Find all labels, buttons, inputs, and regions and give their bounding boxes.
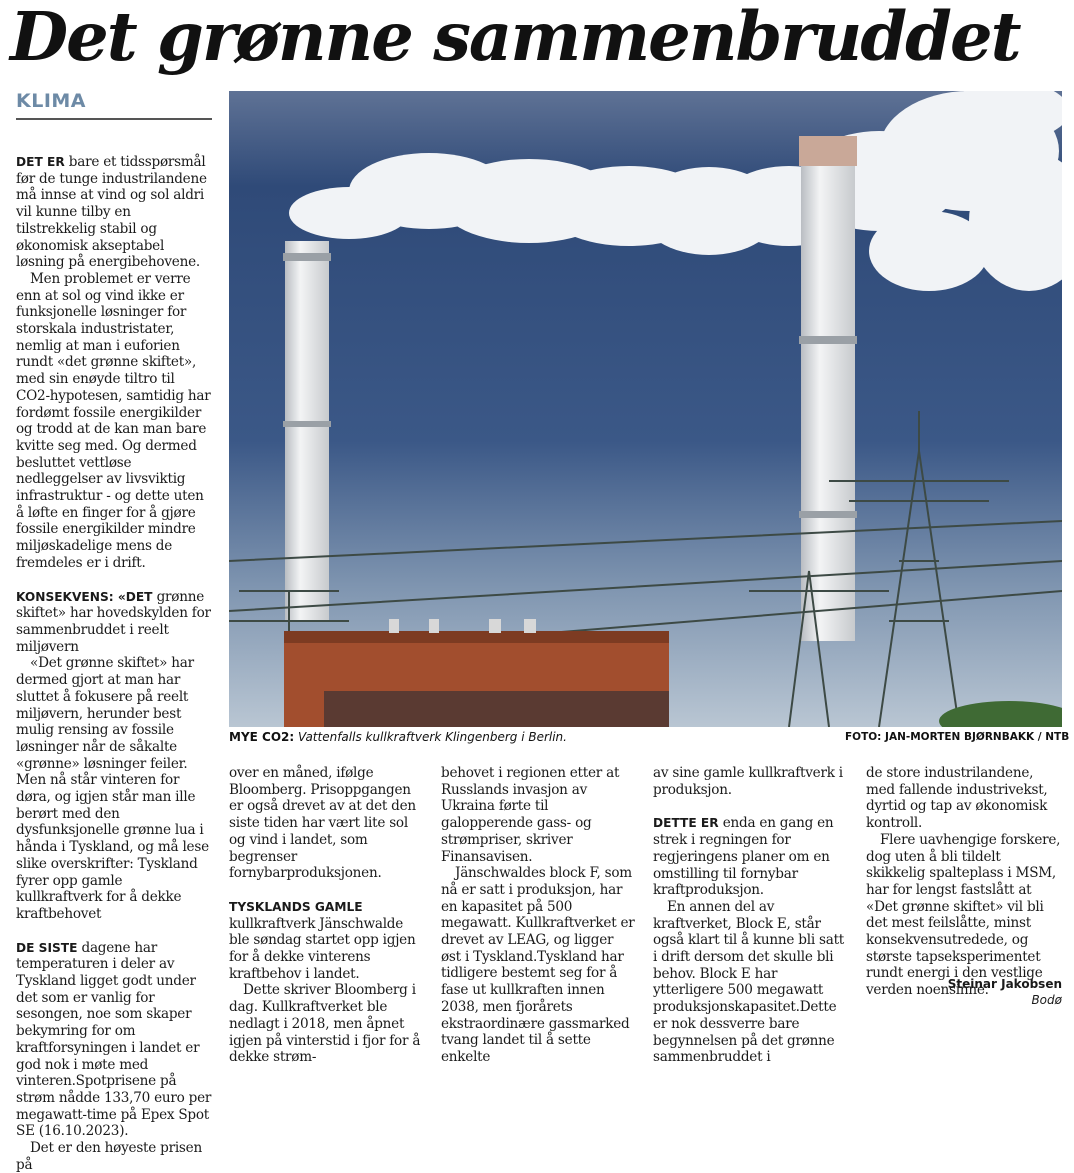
article-column-5 bbox=[866, 765, 1062, 999]
caption-text: Vattenfalls kullkraftverk Klingenberg i Berlin. bbox=[298, 730, 567, 744]
paragraph bbox=[653, 815, 849, 899]
left-chimney bbox=[285, 241, 329, 621]
paragraph: Men problemet er verre enn at sol og vind ikke er funksjonelle løsninger for storskala industristater, nemlig at man i euforien rundt «det grønne skiftet», med sin enøyde tiltro til CO2-hypotesen, samtidig har fordømt fossile energikilder og trodd at de kan man bare kvitte seg med. Og dermed besluttet vettløse nedleggelser av livsviktig infrastruktur - og dette uten å løfte en finger for å gjøre fossile energikilder mindre miljøskadelige mens de fremdeles er i drift. bbox=[16, 270, 211, 571]
paragraph: Dette skriver Bloomberg i dag. Kullkraftverket ble nedlagt i 2018, men åpnet igjen på vinterstid i fjor for å dekke strøm- bbox=[229, 982, 421, 1066]
paragraph bbox=[16, 154, 212, 271]
right-chimney bbox=[801, 151, 855, 641]
paragraph: av sine gamle kullkraftverk i produksjon. bbox=[653, 765, 843, 798]
section-kicker: KLIMA bbox=[16, 90, 87, 112]
author-name: Steinar Jakobsen bbox=[947, 977, 1062, 991]
author-location: Bodø bbox=[1031, 993, 1062, 1007]
kicker-rule bbox=[16, 118, 212, 120]
paragraph: over en måned, ifølge Bloomberg. Prisoppgangen er også drevet av at det den siste tiden har vært lite sol og vind i landet, som begrenser fornybarproduksjonen. bbox=[229, 765, 416, 882]
lead-in: DETTE ER bbox=[653, 816, 719, 831]
paragraph-text: grønne skiftet» har hovedskylden for sammenbruddet i reelt miljøvern bbox=[16, 588, 211, 655]
photo-credit: FOTO: JAN-MORTEN BJØRNBAKK / NTB bbox=[845, 731, 1070, 743]
paragraph bbox=[229, 899, 425, 983]
paragraph: behovet i regionen etter at Russlands invasjon av Ukraina førte til galopperende gass- og strømpriser, skriver Finansavisen. bbox=[441, 765, 620, 865]
lead-in: TYSKLANDS GAMLE bbox=[229, 899, 363, 914]
article-column-3 bbox=[441, 765, 637, 1066]
paragraph: «Det grønne skiftet» har dermed gjort at man har sluttet å fokusere på reelt miljøvern, herunder best mulig rensing av fossile løsninger når de såkalte «grønne» løsninger feiler. Men nå står vinteren for døra, og igjen står man ille berørt med den dysfunksjonelle grønne lua i hånda i Tyskland, og må lese slike overskrifter: Tyskland fyrer opp gamle kullkraftverk for å dekke kraftbehovet bbox=[16, 655, 209, 922]
caption-lead: MYE CO2: bbox=[229, 730, 295, 744]
power-plant-photo bbox=[229, 91, 1062, 727]
paragraph bbox=[16, 940, 212, 1140]
paragraph-text: dagene har temperaturen i deler av Tyskland ligget godt under det som er vanlig for sesongen, noe som skaper bekymring for om kraftforsyningen i landet er god nok i møte med vinteren.Spotprisene på strøm nådde 133,70 euro per megawatt-time på Epex Spot SE (16.10.2023). bbox=[16, 939, 212, 1140]
paragraph-text: enda en gang en strek i regningen for regjeringens planer om en omstilling til fornybar kraftproduksjon. bbox=[653, 815, 834, 899]
lead-in: DE SISTE bbox=[16, 940, 78, 955]
paragraph: En annen del av kraftverket, Block E, står også klart til å kunne bli satt i drift dersom det skulle bli behov. Block E har ytterligere 500 megawatt produksjonskapasitet.Dette er nok dessverre bare begynnelsen på det grønne sammenbruddet i bbox=[653, 898, 845, 1066]
paragraph: Flere uavhengige forskere, dog uten å bli tildelt skikkelig spalteplass i MSM, har for lengst fastslått at «Det grønne skiftet» vil bli det mest feilslåtte, minst konsekvensutredede, og største tapseksperimentet rundt energi i den vestlige verden noensinne. bbox=[866, 831, 1061, 999]
headline: Det grønne sammenbruddet bbox=[10, 0, 1020, 76]
paragraph: Det er den høyeste prisen på bbox=[16, 1140, 202, 1173]
lead-in: KONSEKVENS: «DET bbox=[16, 589, 153, 604]
photo-caption bbox=[229, 730, 844, 744]
paragraph-text: bare et tidsspørsmål før de tunge industrilandene må innse at vind og sol aldri vil kunne tilby en tilstrekkelig stabil og økonomisk akseptabel løsning på energibehovene. bbox=[16, 154, 207, 271]
paragraph: Jänschwaldes block F, som nå er satt i produksjon, har en kapasitet på 500 megawatt. Kullkraftverket er drevet av LEAG, og ligger øst i Tyskland.Tyskland har tidligere bestemt seg for å fase ut kullkraften innen 2038, men fjorårets ekstraordinære gassmarked tvang landet til å sette enkelte bbox=[441, 865, 635, 1065]
paragraph bbox=[16, 589, 212, 656]
article-column-4 bbox=[653, 765, 849, 1066]
article-column-2 bbox=[229, 765, 425, 1066]
paragraph: de store industrilandene, med fallende industrivekst, dyrtid og tap av økonomisk kontroll. bbox=[866, 765, 1048, 832]
paragraph-text: kullkraftverk Jänschwalde ble søndag startet opp igjen for å dekke vinterens kraftbehov i landet. bbox=[229, 915, 416, 982]
article-column-1 bbox=[16, 154, 212, 1173]
lead-in: DET ER bbox=[16, 155, 65, 169]
byline bbox=[866, 976, 1062, 1008]
